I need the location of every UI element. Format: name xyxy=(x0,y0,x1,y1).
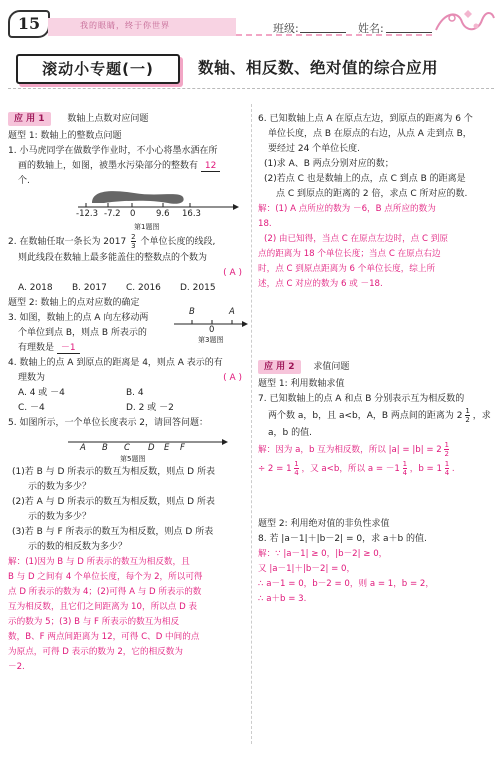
title-tag-text: 滚动小专题(一) xyxy=(42,60,154,78)
q7-frac-num: 1 xyxy=(465,407,470,415)
q2-answer: ( A ) xyxy=(223,268,242,278)
q6-sol-5: 述，点 C 对应的数为 6 或 －18. xyxy=(258,279,383,289)
q7-line1: 7. 已知数轴上的点 A 和点 B 分别表示互为相反数的 xyxy=(258,394,465,404)
q2-text1b: 个单位长度的线段, xyxy=(140,237,216,247)
q7-text2a: 两个数 a，b，且 a<b，A，B 两点间的距离为 2 xyxy=(268,411,463,421)
q4-choice-a[interactable]: A. 4 或 －4 xyxy=(18,388,65,398)
q7-sol-text1: 解：因为 a，b 互为相反数，所以 |a| = |b| = 2 xyxy=(258,445,442,455)
q1-tick-0: -12.3 xyxy=(76,209,98,219)
q5-s2b: 示的数为多少？ xyxy=(28,512,92,522)
q7-sol-frac4-den: 4 xyxy=(444,469,450,477)
q8-line1: 8. 若 |a－1|＋|b－2| = 0，求 a＋b 的值. xyxy=(258,534,427,544)
q2-choice-b[interactable]: B. 2017 xyxy=(72,283,107,293)
left-column xyxy=(8,112,248,675)
r-topic2-label: 题型 2: 利用绝对值的非负性求值 xyxy=(258,519,390,529)
name-label: 姓名: xyxy=(358,22,384,35)
page-header xyxy=(0,0,501,40)
q7-sol-text2c: ，b = 1 xyxy=(409,464,442,474)
spacer-2 xyxy=(258,479,494,517)
q4-choice-b[interactable]: B. 4 xyxy=(126,388,144,398)
q3-answer: －1 xyxy=(57,343,80,354)
q7-fraction xyxy=(465,407,469,424)
q1-tick-2: 0 xyxy=(130,209,136,219)
q5-sol-7: －2. xyxy=(8,662,25,672)
q7-sol-line2 xyxy=(258,460,494,479)
q2-choice-c[interactable]: C. 2016 xyxy=(126,283,161,293)
q2-choices xyxy=(8,281,248,296)
class-label: 班级: xyxy=(273,22,299,35)
topic2-label: 题型 2: 数轴上的点对应数的确定 xyxy=(8,298,140,308)
app2-title: 求值问题 xyxy=(313,362,350,372)
q6-line2: 单位长度，点 B 在原点的右边，从点 A 走到点 B， xyxy=(268,129,472,139)
q5-point-e: E xyxy=(164,443,170,453)
q7-sol-text2b: ，又 a<b，所以 a = －1 xyxy=(301,464,400,474)
column-divider xyxy=(251,104,252,744)
q7-sol-frac1-num: 1 xyxy=(444,441,449,449)
q7-line2 xyxy=(258,407,494,426)
q7-sol-frac4-num: 1 xyxy=(444,460,450,468)
q4-choices-row1 xyxy=(8,386,248,401)
q6-sol-2: (2) 由已知得，当点 C 在原点左边时，点 C 到原 xyxy=(264,234,448,244)
q4-line2 xyxy=(8,371,248,386)
topic1-label: 题型 1: 数轴上的整数点问题 xyxy=(8,131,122,141)
q4-line1: 4. 数轴上的点 A 到原点的距离是 4，则点 A 表示的有 xyxy=(8,358,223,368)
q3-line2: 个单位到点 B，则点 B 所表示的 xyxy=(18,328,147,338)
app1-header xyxy=(8,112,248,127)
app2-badge: 应 用 2 xyxy=(258,360,301,374)
q3-label-0: 0 xyxy=(209,325,215,335)
app1-badge: 应 用 1 xyxy=(8,112,51,126)
q5-caption: 第5题图 xyxy=(120,455,146,463)
q3-caption: 第3题图 xyxy=(198,336,224,344)
q7-frac-den: 2 xyxy=(465,416,470,424)
q7-sol-frac3 xyxy=(403,460,407,477)
q5-figure xyxy=(8,431,248,461)
header-dashes xyxy=(236,34,432,36)
q5-sol-3: 互为相反数，且它们之间距离为 10，所以点 D 表 xyxy=(8,602,198,612)
q5-sol-4: 示的数为 5；(3) B 与 F 所表示的数互为相反 xyxy=(8,617,180,627)
title-underline xyxy=(8,88,494,89)
q5-point-a: A xyxy=(80,443,86,453)
q6-s2b: 点 C 到原点的距离的 2 倍，求点 C 所对应的数. xyxy=(276,189,468,199)
q4-answer: ( A ) xyxy=(223,373,242,383)
q5-sol-2: 点 D 所表示的数为 4；(2)可得 A 与 D 所表示的数 xyxy=(8,587,202,597)
class-field[interactable] xyxy=(300,32,346,33)
q5-sol-6: 为原点，可得 D 表示的数为 2，它的相反数为 xyxy=(8,647,183,657)
q2-frac-num: 2 xyxy=(131,233,136,241)
q7-sol-frac3-num: 1 xyxy=(402,460,408,468)
q6-sol-3: 点的距离为 18 个单位长度；当点 C 在原点右边 xyxy=(258,249,441,259)
title-bar xyxy=(8,48,494,98)
q1-figure xyxy=(8,189,248,233)
q1-tick-4: 16.3 xyxy=(182,209,201,219)
q2-choice-a[interactable]: A. 2018 xyxy=(18,283,53,293)
q3-label-a: A xyxy=(229,307,235,317)
q1-line3: 个. xyxy=(18,176,30,186)
q5-s1b: 示的数为多少？ xyxy=(28,482,92,492)
page-title: 数轴、相反数、绝对值的综合应用 xyxy=(198,59,439,77)
q6-sol-0: 解：(1) A 点所应的数为 －6，B 点所应的数为 xyxy=(258,204,436,214)
app2-header xyxy=(258,360,494,375)
q7-sol-text2d: . xyxy=(451,464,455,474)
page-number: 15 xyxy=(17,14,41,33)
q5-s2a: (2)若 A 与 D 所表示的数互为相反数，则点 D 所表 xyxy=(12,497,215,507)
q4-choices-row2 xyxy=(8,401,248,416)
q4-choice-d[interactable]: D. 2 或 －2 xyxy=(126,403,174,413)
q6-solution xyxy=(258,202,494,292)
q1-line1: 1. 小马虎同学在做数学作业时，不小心将墨水洒在所 xyxy=(8,146,218,156)
q2-fraction xyxy=(131,233,135,250)
q7-sol-frac2-num: 1 xyxy=(294,460,299,468)
q8-sol-1: 又 |a－1|＋|b－2| = 0， xyxy=(258,564,356,574)
q2-answer-row xyxy=(8,266,248,281)
q7-sol-line1 xyxy=(258,441,494,460)
q4-choice-c[interactable]: C. －4 xyxy=(18,403,45,413)
q5-solution xyxy=(8,555,248,675)
q1-tick-labels xyxy=(76,209,246,221)
name-field[interactable] xyxy=(386,32,432,33)
q6-s1: (1)求 A、B 两点分别对应的数； xyxy=(264,159,394,169)
q5-s1a: (1)若 B 与 D 所表示的数互为相反数，则点 D 所表 xyxy=(12,467,215,477)
q1-answer: 12 xyxy=(201,161,220,172)
q3-label-b: B xyxy=(189,307,195,317)
q5-sol-0: 解：(1)因为 B 与 D 所表示的数互为相反数，且 xyxy=(8,557,190,567)
q6-sol-1: 18. xyxy=(258,219,272,229)
q5-sol-5: 数，B、F 两点间距离为 12，可得 C、D 中间的点 xyxy=(8,632,200,642)
q6-sol-4: 时，点 C 到原点距离为 6 个单位长度，综上所 xyxy=(258,264,436,274)
ink-stain xyxy=(92,191,184,204)
q5-sol-1: B 与 D 之间有 4 个单位长度，每个为 2，所以可得 xyxy=(8,572,203,582)
q1-text2: 画的数轴上，如图，被墨水污染部分的整数有 xyxy=(18,161,199,171)
q5-point-b: B xyxy=(102,443,108,453)
q7-sol-frac2-den: 4 xyxy=(294,469,299,477)
q2-line2: 则此线段在数轴上最多能盖住的整数点的个数为 xyxy=(18,253,208,263)
q4-text2: 理数为 xyxy=(18,373,46,383)
q8-sol-3: ∴ a＋b = 3. xyxy=(258,594,307,604)
spacer xyxy=(258,292,494,360)
q1-line2 xyxy=(8,159,248,174)
q2-text1: 2. 在数轴任取一条长为 2017 xyxy=(8,237,127,247)
q7-text2b: ，求 xyxy=(472,411,491,421)
q8-solution xyxy=(258,547,494,607)
q1-caption: 第1题图 xyxy=(134,223,160,231)
q1-tick-3: 9.6 xyxy=(156,209,170,219)
header-slogan: 我的眼睛，终于你世界 xyxy=(80,21,170,30)
page-number-badge xyxy=(8,10,50,38)
r-topic1-label: 题型 1: 利用数轴求值 xyxy=(258,379,345,389)
q5-point-f: F xyxy=(180,443,185,453)
q8-sol-2: ∴ a－1 = 0，b－2 = 0，则 a = 1，b = 2， xyxy=(258,579,434,589)
q5-s3a: (3)若 B 与 F 所表示的数互为相反数，则点 D 所表 xyxy=(12,527,214,537)
q5-point-c: C xyxy=(124,443,130,453)
q5-line1: 5. 如图所示，一个单位长度表示 2，请回答问题： xyxy=(8,418,209,428)
q6-line3: 要经过 24 个单位长度. xyxy=(268,144,361,154)
q8-sol-0: 解：∵ |a－1| ≥ 0，|b－2| ≥ 0， xyxy=(258,549,388,559)
q3-text3: 有理数是 xyxy=(18,343,55,353)
q7-sol-frac3-den: 4 xyxy=(402,469,408,477)
q2-frac-den: 3 xyxy=(131,242,136,250)
title-tag xyxy=(16,54,180,84)
decorative-swirl-icon xyxy=(432,4,496,38)
app1-title: 数轴上点数对应问题 xyxy=(67,114,149,124)
q7-sol-frac1-den: 2 xyxy=(444,450,449,458)
q7-sol-frac2 xyxy=(294,460,298,477)
q6-line1: 6. 已知数轴上点 A 在原点左边，到原点的距离为 6 个 xyxy=(258,114,473,124)
q3-block xyxy=(8,307,248,356)
q6-s2a: (2)若点 C 也是数轴上的点，点 C 到点 B 的距离是 xyxy=(264,174,466,184)
q7-sol-frac4 xyxy=(445,460,449,477)
q2-line1 xyxy=(8,233,248,251)
q7-sol-frac1 xyxy=(444,441,448,458)
q7-sol-text2a: ÷ 2 = 1 xyxy=(258,464,292,474)
q5-point-d: D xyxy=(148,443,155,453)
q3-line1: 3. 如图，数轴上的点 A 向左移动两 xyxy=(8,313,149,323)
q5-s3b: 示的数的相反数为多少？ xyxy=(28,542,128,552)
q7-line3: a，b 的值. xyxy=(268,428,312,438)
q1-tick-1: -7.2 xyxy=(104,209,121,219)
q2-choice-d[interactable]: D. 2015 xyxy=(180,283,216,293)
right-column xyxy=(258,112,494,607)
